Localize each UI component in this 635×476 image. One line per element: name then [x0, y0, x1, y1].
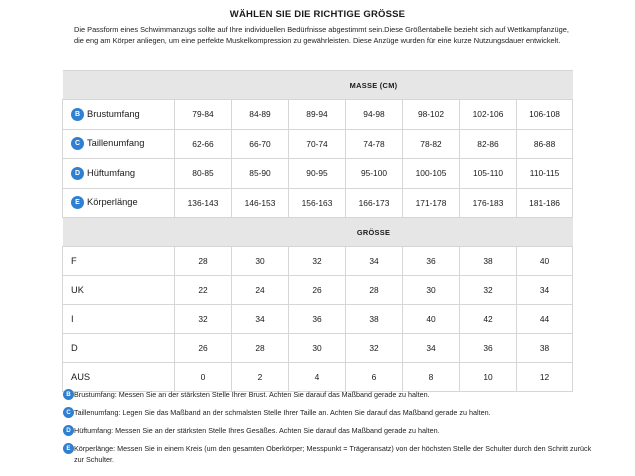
sizes-header-label: GRÖSSE [175, 218, 573, 247]
badge-e-icon: E [71, 196, 84, 209]
size-chart-table [62, 70, 573, 392]
measure-value: 85-90 [232, 159, 289, 189]
note-item [63, 444, 593, 465]
measure-value: 80-85 [175, 159, 232, 189]
note-item [63, 426, 593, 437]
size-value: 4 [289, 363, 346, 392]
measure-value: 102-106 [460, 100, 517, 130]
measure-value: 110-115 [517, 159, 573, 189]
size-value: 30 [403, 276, 460, 305]
size-value: 42 [460, 305, 517, 334]
badge-b-icon: B [71, 108, 84, 121]
measures-header-label: MASSE (CM) [175, 71, 573, 100]
size-value: 38 [517, 334, 573, 363]
size-row [63, 363, 573, 392]
note-item [63, 408, 593, 419]
size-value: 26 [289, 276, 346, 305]
measure-value: 90-95 [289, 159, 346, 189]
badge-c-icon: C [71, 137, 84, 150]
measure-value: 95-100 [346, 159, 403, 189]
measure-value: 84-89 [232, 100, 289, 130]
measure-value: 146-153 [232, 188, 289, 218]
size-value: 32 [175, 305, 232, 334]
intro-text: Die Passform eines Schwimmanzugs sollte auf Ihre individuellen Bedürfnisse abgestimmt sein.Diese Größentabelle bezieht sich auf Wettkampfanzüge, die eng am Körper anliegen, um eine perfekte Muskelkompression zu gewährleisten. Diese Anzüge wurden für eine kurze Nutzungsdauer entwickelt. [74, 25, 569, 45]
size-value: 32 [460, 276, 517, 305]
measure-value: 86-88 [517, 129, 573, 159]
badge-b-icon: B [63, 389, 74, 400]
badge-e-icon: E [63, 443, 74, 454]
size-value: 40 [403, 305, 460, 334]
note-text: Taillenumfang: Legen Sie das Maßband an der schmalsten Stelle Ihrer Taille an. Achten Sie darauf das Maßband gerade zu halten. [74, 408, 491, 417]
size-system-label: F [63, 247, 175, 276]
size-system-label: AUS [63, 363, 175, 392]
measure-value: 171-178 [403, 188, 460, 218]
measure-value: 100-105 [403, 159, 460, 189]
size-row [63, 276, 573, 305]
measure-value: 106-108 [517, 100, 573, 130]
measure-value: 89-94 [289, 100, 346, 130]
size-value: 26 [175, 334, 232, 363]
size-chart-body [63, 71, 573, 392]
size-value: 10 [460, 363, 517, 392]
size-row [63, 247, 573, 276]
badge-d-icon: D [71, 167, 84, 180]
measure-value: 79-84 [175, 100, 232, 130]
measure-label-cell [63, 159, 175, 189]
size-value: 0 [175, 363, 232, 392]
size-value: 36 [460, 334, 517, 363]
size-system-label: D [63, 334, 175, 363]
size-row [63, 305, 573, 334]
measure-row [63, 129, 573, 159]
measure-label: Körperlänge [87, 197, 138, 208]
size-value: 28 [175, 247, 232, 276]
measure-value: 66-70 [232, 129, 289, 159]
size-value: 30 [289, 334, 346, 363]
measure-label: Brustumfang [87, 108, 140, 119]
measure-value: 181-186 [517, 188, 573, 218]
measure-label-cell [63, 188, 175, 218]
measure-value: 74-78 [346, 129, 403, 159]
measure-value: 156-163 [289, 188, 346, 218]
badge-c-icon: C [63, 407, 74, 418]
measure-row [63, 159, 573, 189]
size-value: 30 [232, 247, 289, 276]
measure-row [63, 100, 573, 130]
note-item [63, 390, 593, 401]
measure-value: 105-110 [460, 159, 517, 189]
page-title: WÄHLEN SIE DIE RICHTIGE GRÖSSE [229, 9, 406, 20]
size-value: 38 [346, 305, 403, 334]
badge-d-icon: D [63, 425, 74, 436]
measure-value: 62-66 [175, 129, 232, 159]
measure-value: 136-143 [175, 188, 232, 218]
size-value: 24 [232, 276, 289, 305]
measure-value: 98-102 [403, 100, 460, 130]
measures-header [63, 71, 573, 100]
size-value: 38 [460, 247, 517, 276]
size-value: 28 [346, 276, 403, 305]
measure-value: 82-86 [460, 129, 517, 159]
measure-value: 166-173 [346, 188, 403, 218]
size-value: 34 [517, 276, 573, 305]
measure-label-cell [63, 129, 175, 159]
size-system-label: I [63, 305, 175, 334]
measure-row [63, 188, 573, 218]
measure-value: 94-98 [346, 100, 403, 130]
size-value: 44 [517, 305, 573, 334]
size-value: 28 [232, 334, 289, 363]
size-value: 36 [289, 305, 346, 334]
measurement-notes [63, 390, 593, 473]
measure-value: 176-183 [460, 188, 517, 218]
sizes-header [63, 218, 573, 247]
measure-label: Hüftumfang [87, 167, 136, 178]
measure-label: Taillenumfang [87, 138, 145, 149]
size-value: 32 [346, 334, 403, 363]
size-value: 8 [403, 363, 460, 392]
size-value: 34 [403, 334, 460, 363]
measure-label-cell [63, 100, 175, 130]
size-value: 34 [232, 305, 289, 334]
note-text: Hüftumfang: Messen Sie an der stärksten Stelle Ihres Gesäßes. Achten Sie darauf das Maßband gerade zu halten. [74, 426, 440, 435]
size-value: 6 [346, 363, 403, 392]
size-value: 40 [517, 247, 573, 276]
size-value: 32 [289, 247, 346, 276]
size-value: 34 [346, 247, 403, 276]
size-value: 2 [232, 363, 289, 392]
size-row [63, 334, 573, 363]
measure-value: 78-82 [403, 129, 460, 159]
size-value: 12 [517, 363, 573, 392]
note-text: Brustumfang: Messen Sie an der stärksten Stelle Ihrer Brust. Achten Sie darauf das Maßband gerade zu halten. [74, 390, 430, 399]
measure-value: 70-74 [289, 129, 346, 159]
size-value: 22 [175, 276, 232, 305]
size-system-label: UK [63, 276, 175, 305]
note-text: Körperlänge: Messen Sie in einem Kreis (um den gesamten Oberkörper; Messpunkt = Trägeransatz) von der höchsten Stelle der Schulter durch den Schritt zurück zur Schulter. [74, 444, 592, 464]
size-value: 36 [403, 247, 460, 276]
